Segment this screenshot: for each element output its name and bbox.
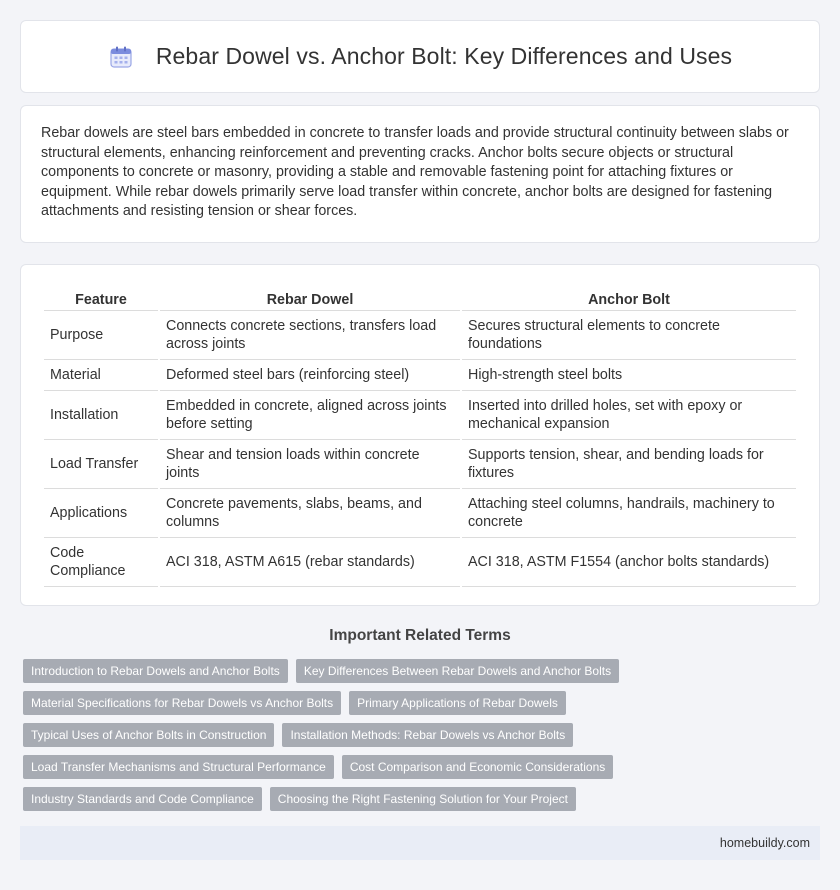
header-rebar-dowel: Rebar Dowel [160,285,460,311]
anchor-bolt-cell: Secures structural elements to concrete foundations [462,311,796,360]
rebar-dowel-cell: ACI 318, ASTM A615 (rebar standards) [160,538,460,587]
rebar-dowel-cell: Connects concrete sections, transfers load across joints [160,311,460,360]
feature-cell: Installation [44,391,158,440]
intro-paragraph: Rebar dowels are steel bars embedded in concrete to transfer loads and provide structural continuity between slabs or structural elements, enhancing reinforcement and preventing cracks. Anchor bolts secure objects or structural components to concrete or masonry, providing a stable and removable fastening point for attaching fixtures or equipment. While rebar dowels primarily serve load transfer within concrete, anchor bolts are designed for fastening attachments and resisting tension or shear forces. [41,125,789,220]
tag-row [23,787,823,811]
feature-cell: Purpose [44,311,158,360]
page-title: Rebar Dowel vs. Anchor Bolt: Key Differences and Uses [155,43,733,69]
header-anchor-bolt: Anchor Bolt [462,285,796,311]
related-term-tag[interactable]: Key Differences Between Rebar Dowels and Anchor Bolts [296,659,619,683]
anchor-bolt-cell: High-strength steel bolts [462,360,796,391]
table-row [44,538,796,587]
tag-row [23,723,823,747]
anchor-bolt-cell: ACI 318, ASTM F1554 (anchor bolts standards) [462,538,796,587]
related-terms-tags [23,659,823,819]
rebar-dowel-cell: Concrete pavements, slabs, beams, and columns [160,489,460,538]
header-card [20,20,820,93]
tag-row [23,659,823,683]
anchor-bolt-cell: Attaching steel columns, handrails, machinery to concrete [462,489,796,538]
footer [20,826,820,860]
comparison-table [42,285,798,587]
table-row [44,440,796,489]
feature-cell: Load Transfer [44,440,158,489]
rebar-dowel-cell: Embedded in concrete, aligned across joints before setting [160,391,460,440]
rebar-dowel-cell: Shear and tension loads within concrete joints [160,440,460,489]
feature-cell: Applications [44,489,158,538]
footer-site-link[interactable]: homebuildy.com [719,836,810,850]
feature-cell: Material [44,360,158,391]
rebar-dowel-cell: Deformed steel bars (reinforcing steel) [160,360,460,391]
related-term-tag[interactable]: Introduction to Rebar Dowels and Anchor Bolts [23,659,288,683]
tag-row [23,755,823,779]
calendar-icon [108,44,134,70]
related-term-tag[interactable]: Installation Methods: Rebar Dowels vs Anchor Bolts [282,723,573,747]
anchor-bolt-cell: Supports tension, shear, and bending loads for fixtures [462,440,796,489]
related-term-tag[interactable]: Load Transfer Mechanisms and Structural Performance [23,755,334,779]
related-term-tag[interactable]: Cost Comparison and Economic Considerations [342,755,613,779]
table-row [44,391,796,440]
table-row [44,360,796,391]
related-terms-title: Important Related Terms [329,627,511,644]
related-term-tag[interactable]: Primary Applications of Rebar Dowels [349,691,566,715]
related-term-tag[interactable]: Typical Uses of Anchor Bolts in Construction [23,723,274,747]
table-row [44,311,796,360]
related-term-tag[interactable]: Choosing the Right Fastening Solution for Your Project [270,787,576,811]
related-term-tag[interactable]: Material Specifications for Rebar Dowels vs Anchor Bolts [23,691,341,715]
comparison-table-card [20,264,820,606]
feature-cell: Code Compliance [44,538,158,587]
intro-card [20,105,820,243]
table-header-row [44,285,796,311]
header-feature: Feature [44,285,158,311]
table-row [44,489,796,538]
anchor-bolt-cell: Inserted into drilled holes, set with epoxy or mechanical expansion [462,391,796,440]
title-wrap [108,43,732,70]
tag-row [23,691,823,715]
related-term-tag[interactable]: Industry Standards and Code Compliance [23,787,262,811]
